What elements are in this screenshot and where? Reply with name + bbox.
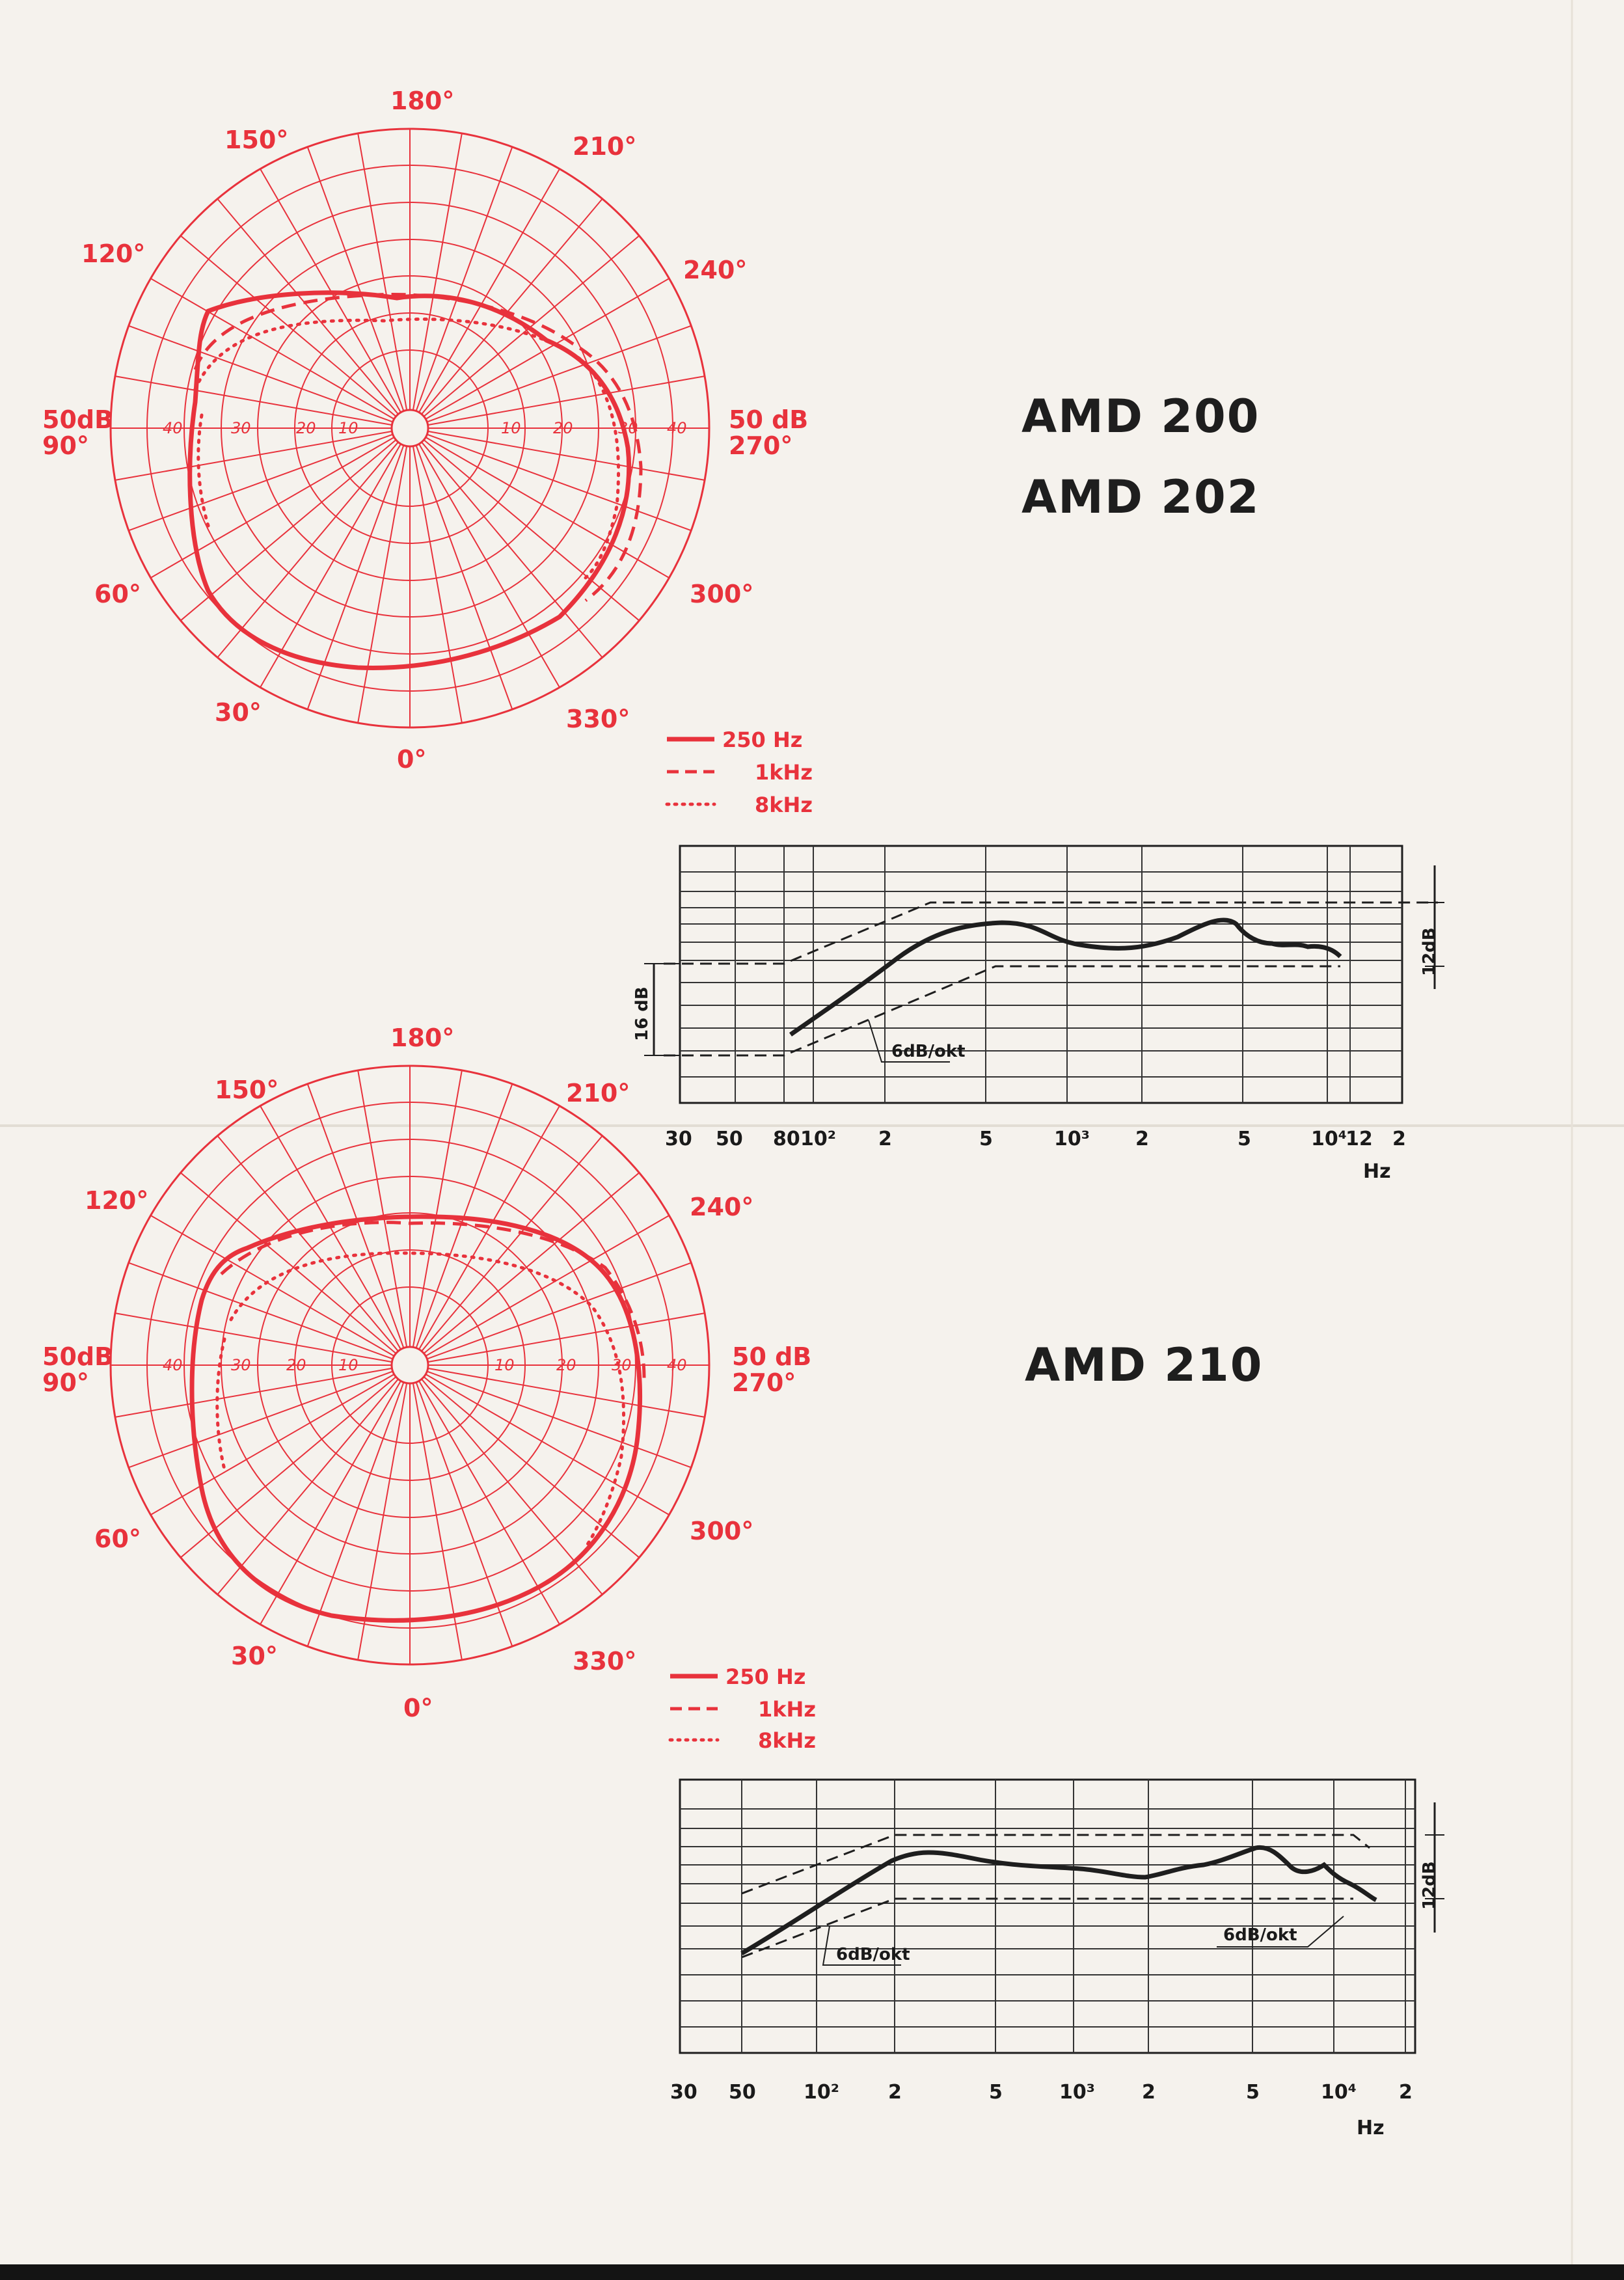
db-label-left: 50dB [42,405,114,434]
octave-annotation-bottom-left: 6dB/okt [836,1945,910,1964]
angle-60: 60° [94,1525,141,1553]
freq-tick: 5 [1246,2081,1260,2104]
range-12db-label-top: 12dB [1420,927,1439,976]
ring-label-10-right: 10 [501,419,521,437]
polar-diagram-bottom [0,943,832,1787]
angle-60: 60° [94,580,141,608]
octave-annotation-bottom-right: 6dB/okt [1223,1925,1297,1945]
ring-label-20-right: 20 [553,419,573,437]
ring-label-40-left: 40 [163,1356,183,1374]
freq-tick: 10³ [1059,2081,1095,2104]
angle-240: 240° [690,1193,754,1221]
legend-250hz-bottom: 250 Hz [725,1664,806,1689]
ring-label-30-right: 30 [618,419,638,437]
ring-label-40-left: 40 [163,419,183,437]
ring-label-10-left: 10 [338,1356,359,1374]
angle-180: 180° [390,1024,455,1052]
angle-120: 120° [81,239,146,268]
polar-curve-8khz-bottom [217,1253,624,1547]
angle-90: 90° [42,431,89,460]
legend-bottom [670,1664,816,1753]
freq-tick: 2 [1142,2081,1156,2104]
scan-edge [0,2264,1624,2280]
model-title-amd202: AMD 202 [1022,470,1260,524]
ring-label-20-left: 20 [286,1356,306,1374]
db-label-right: 50 dB [729,405,809,434]
freq-tick: 10² [800,1128,836,1150]
freq-tick: 5 [979,1128,993,1150]
polar-curve-1khz-top [195,294,641,601]
angle-30: 30° [231,1642,278,1670]
angle-150: 150° [215,1076,279,1104]
angle-300: 300° [690,580,754,608]
angle-270: 270° [732,1368,796,1397]
freq-tick: 10² [804,2081,839,2104]
ring-label-20-right: 20 [556,1356,576,1374]
freq-tick: 5 [1238,1128,1251,1150]
db-label-left: 50dB [42,1342,114,1371]
ring-label-30-right: 30 [612,1356,632,1374]
freq-tick: 2 [888,2081,902,2104]
legend-top [667,727,813,817]
db-label-right: 50 dB [732,1342,812,1371]
ring-label-20-left: 20 [296,419,316,437]
frequency-chart-top [632,846,1444,1183]
angle-300: 300° [690,1517,754,1545]
freq-tick: 50 [716,1128,743,1150]
range-12db-label-bottom: 12dB [1420,1861,1439,1910]
freq-unit-top: Hz [1363,1160,1391,1183]
angle-210: 210° [566,1079,630,1107]
freq-tick: 10⁴ [1321,2081,1357,2104]
ring-label-30-left: 30 [231,1356,251,1374]
freq-tick: 2 [1399,2081,1413,2104]
octave-annotation-top: 6dB/okt [891,1042,966,1061]
ring-label-30-left: 30 [231,419,251,437]
ring-label-40-right: 40 [667,1356,687,1374]
legend-8khz-top: 8kHz [755,793,813,817]
angle-0: 0° [397,745,427,774]
polar-curve-1khz-bottom [221,1223,644,1378]
freq-tick: 30 [670,2081,697,2104]
legend-250hz-top: 250 Hz [722,727,803,752]
angle-180: 180° [390,87,455,115]
range-16db-label: 16 dB [632,986,652,1041]
angle-240: 240° [683,256,748,284]
response-curve-top [791,920,1340,1035]
ring-label-40-right: 40 [667,419,687,437]
polar-diagram-top [0,7,832,850]
ring-label-10-right: 10 [494,1356,515,1374]
freq-tick: 5 [989,2081,1003,2104]
frequency-chart-bottom [670,1780,1444,2139]
freq-tick: 10³ [1054,1128,1090,1150]
freq-tick: 2 [1392,1128,1406,1150]
model-title-amd200: AMD 200 [1022,390,1260,443]
freq-tick: 2 [1135,1128,1149,1150]
angle-30: 30° [215,698,262,727]
angle-270: 270° [729,431,793,460]
freq-tick: 2 [878,1128,892,1150]
angle-120: 120° [85,1186,149,1215]
angle-330: 330° [566,705,630,733]
freq-tick: 10⁴ [1311,1128,1347,1150]
freq-tick: 12 [1346,1128,1373,1150]
freq-tick: 30 [665,1128,692,1150]
angle-210: 210° [573,132,637,161]
angle-150: 150° [224,126,289,154]
angle-90: 90° [42,1368,89,1397]
legend-1khz-top: 1kHz [755,760,813,785]
freq-unit-bottom: Hz [1357,2117,1385,2139]
freq-tick: 80 [773,1128,800,1150]
freq-tick: 50 [729,2081,756,2104]
ring-label-10-left: 10 [338,419,359,437]
legend-1khz-bottom: 1kHz [758,1697,816,1722]
angle-330: 330° [573,1647,637,1676]
legend-8khz-bottom: 8kHz [758,1728,816,1753]
model-title-amd210: AMD 210 [1025,1338,1264,1392]
angle-0: 0° [403,1694,433,1722]
